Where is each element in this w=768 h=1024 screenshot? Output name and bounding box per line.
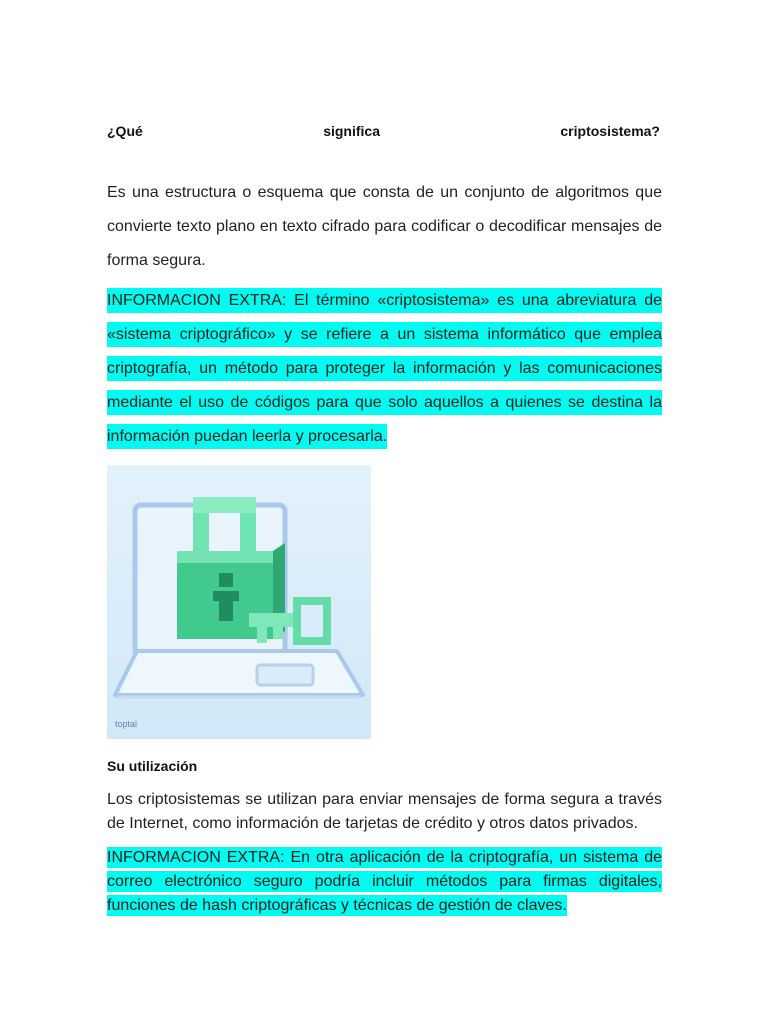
title-word-3: criptosistema?: [560, 123, 660, 139]
highlighted-text-2: INFORMACION EXTRA: En otra aplicación de la criptografía, un sistema de correo electrónico seguro podría incluir métodos para firmas digitales, funciones de hash criptográficas y técnicas de gestión de claves.: [107, 849, 662, 914]
definition-paragraph: Es una estructura o esquema que consta de un conjunto de algoritmos que convierte texto plano en texto cifrado para codificar o decodificar mensajes de forma segura.: [107, 184, 662, 269]
extra-info-paragraph-1: [107, 284, 662, 454]
extra-info-paragraph-2: [107, 846, 662, 918]
title-word-1: ¿Qué: [107, 123, 143, 139]
highlighted-text-1: INFORMACION EXTRA: El término «criptosistema» es una abreviatura de «sistema criptográfico» y se refiere a un sistema informático que emplea criptografía, un método para proteger la información y las comunicaciones mediante el uso de códigos para que solo aquellos a quienes se destina la información puedan leerla y procesarla.: [107, 288, 662, 449]
usage-paragraph: Los criptosistemas se utilizan para enviar mensajes de forma segura a través de Internet, como información de tarjetas de crédito y otros datos privados.: [107, 791, 662, 832]
title-word-2: significa: [323, 123, 380, 139]
section-subheading: Su utilización: [107, 758, 198, 774]
toptal-watermark: toptal: [115, 719, 138, 729]
padlock-laptop-illustration: [107, 465, 371, 739]
page-title: [107, 122, 660, 140]
padlock-laptop-icon: [107, 465, 371, 739]
